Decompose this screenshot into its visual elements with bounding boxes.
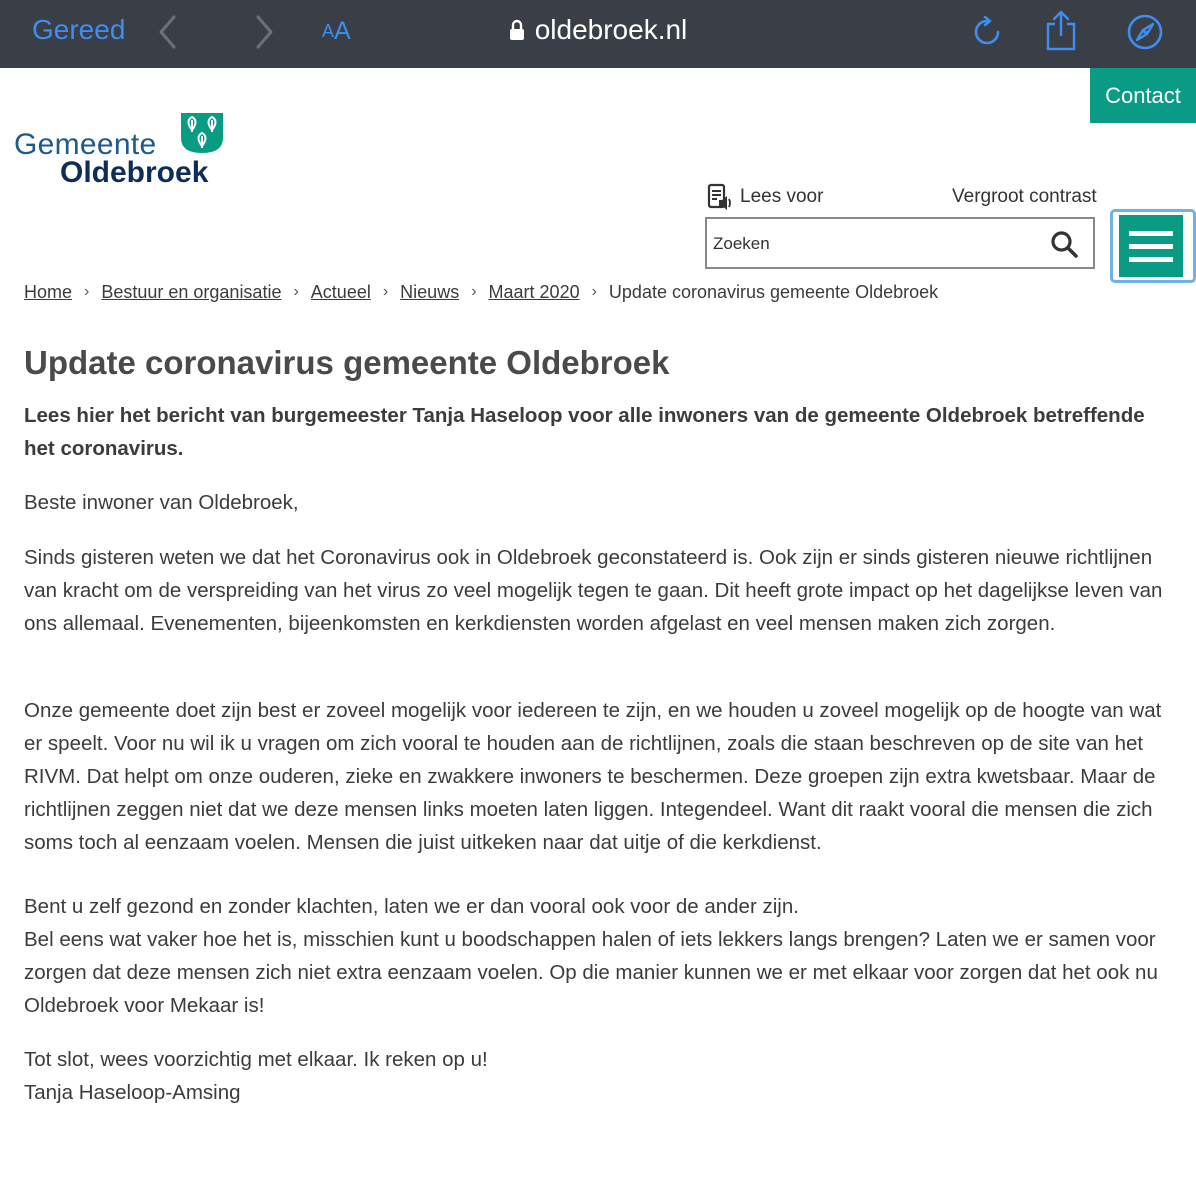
search-box [705, 217, 1095, 269]
chevron-left-icon [156, 14, 178, 50]
search-input[interactable] [713, 231, 1033, 257]
read-aloud-label: Lees voor [740, 186, 824, 207]
article-paragraph: Onze gemeente doet zijn best er zoveel mogelijk voor iedereen te zijn, en we houden u zoveel mogelijk op de hoogte van wat er speelt. Voor nu wil ik u vragen om zich vooral te houden aan de richtlijnen, zoals die staan beschreven op de site van het RIVM. Dat helpt om onze ouderen, zieke en zwakkere inwoners te beschermen. Deze groepen zijn extra kwetsbaar. Maar de richtlijnen zeggen niet dat we deze mensen links moeten laten liggen. Integendeel. Want dit raakt vooral die mensen die zich soms toch al eenzaam voelen. Mensen die juist uitkeken naar dat uitje of die kerkdienst. [24, 699, 1162, 854]
breadcrumb-actueel[interactable]: Actueel [310, 281, 371, 302]
logo-text-oldebroek: Oldebroek [60, 156, 209, 189]
article-greeting: Beste inwoner van Oldebroek, [24, 491, 299, 514]
chevron-right-icon [254, 14, 276, 50]
breadcrumb-nieuws[interactable]: Nieuws [400, 281, 460, 302]
share-button[interactable] [1040, 6, 1082, 54]
address-bar[interactable] [509, 14, 688, 46]
forward-button[interactable] [250, 10, 280, 54]
breadcrumb-separator: › [591, 283, 597, 300]
crest-icon [180, 112, 224, 154]
breadcrumb-separator: › [382, 283, 389, 300]
article-paragraph: Sinds gisteren weten we dat het Coronavirus ook in Oldebroek geconstateerd is. Ook zijn er sinds gisteren nieuwe richtlijnen van kracht om de verspreiding van het virus zo veel mogelijk tegen te gaan. Dit heeft grote impact op het dagelijkse leven van ons allemaal. Evenementen, bijeenkomsten en kerkdiensten worden afgelast en veel mensen maken zich zorgen. [24, 546, 1163, 635]
article-intro: Lees hier het bericht van burgemeester Tanja Haseloop voor alle inwoners van de gemeente Oldebroek betreffende het coronavirus. [24, 404, 1145, 460]
compass-button[interactable] [1124, 10, 1166, 54]
browser-toolbar [0, 0, 1196, 68]
reload-icon [972, 16, 1002, 48]
breadcrumb-separator: › [84, 283, 90, 300]
read-aloud-link[interactable] [706, 182, 823, 212]
logo-text-gemeente: Gemeente [14, 128, 157, 161]
article-closing: Tot slot, wees voorzichtig met elkaar. Ik reken op u! [24, 1048, 488, 1071]
breadcrumb-home[interactable]: Home [24, 281, 73, 302]
text-size-big-glyph: A [334, 16, 351, 45]
breadcrumb-separator: › [471, 283, 477, 300]
speaker-document-icon [706, 183, 734, 211]
article-paragraph-line: Bent u zelf gezond en zonder klachten, laten we er dan vooral ook voor de ander zijn. [24, 895, 799, 918]
hamburger-icon [1119, 215, 1183, 277]
share-icon [1044, 9, 1078, 51]
text-size-small-glyph: A [322, 20, 335, 41]
breadcrumb-current: Update coronavirus gemeente Oldebroek [608, 281, 939, 302]
breadcrumb-bestuur[interactable]: Bestuur en organisatie [101, 281, 282, 302]
contact-button[interactable]: Contact [1090, 68, 1196, 123]
search-icon [1050, 230, 1078, 258]
page-title: Update coronavirus gemeente Oldebroek [24, 344, 670, 381]
reload-button[interactable] [968, 10, 1006, 54]
breadcrumb-separator: › [293, 283, 299, 300]
compass-icon [1126, 13, 1164, 51]
back-button[interactable] [152, 10, 182, 54]
search-button[interactable] [1049, 229, 1079, 259]
done-button[interactable]: Gereed [32, 14, 126, 45]
menu-button[interactable] [1110, 209, 1196, 283]
breadcrumb-maart-2020[interactable]: Maart 2020 [488, 281, 580, 302]
increase-contrast-link[interactable]: Vergroot contrast [952, 186, 1097, 207]
url-text: oldebroek.nl [534, 14, 688, 45]
site-logo[interactable] [14, 112, 226, 192]
lock-icon [509, 19, 525, 41]
article-signature: Tanja Haseloop-Amsing [24, 1081, 241, 1104]
text-size-button[interactable] [322, 16, 351, 46]
article-paragraph-line: Bel eens wat vaker hoe het is, misschien kunt u boodschappen halen of iets lekkers langs brengen? Laten we er samen voor zorgen dat deze mensen zich niet extra eenzaam voelen. Op die manier kunnen we er met elkaar voor zorgen dat het ook nu Oldebroek voor Mekaar is! [24, 928, 1158, 1017]
breadcrumb [24, 280, 938, 304]
